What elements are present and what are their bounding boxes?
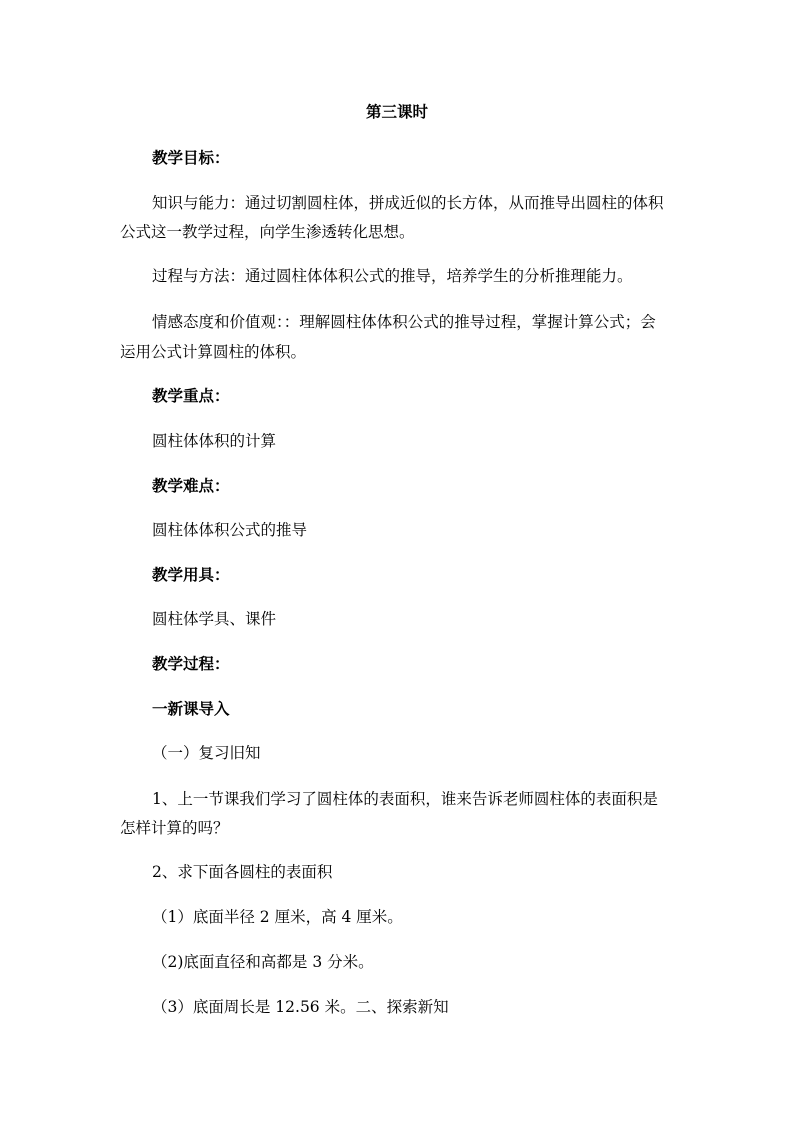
process-heading: 教学过程：	[152, 654, 230, 673]
page-title: 第三课时	[365, 102, 428, 121]
question1-line1: 1、上一节课我们学习了圆柱体的表面积，谁来告诉老师圆柱体的表面积是	[152, 790, 658, 808]
objective-attitude-line1: 情感态度和价值观：：理解圆柱体体积公式的推导过程，掌握计算公式；会	[152, 313, 656, 331]
tools-heading: 教学用具：	[152, 565, 230, 584]
item1: （1）底面半径 2 厘米，高 4 厘米。	[152, 908, 403, 926]
key-points: 圆柱体体积的计算	[152, 432, 277, 450]
subsection-one-heading: （一）复习旧知	[152, 744, 261, 762]
difficulties-heading: 教学难点：	[152, 476, 230, 495]
key-points-heading: 教学重点：	[152, 386, 230, 405]
difficulties: 圆柱体体积公式的推导	[152, 521, 308, 539]
question2: 2、求下面各圆柱的表面积	[152, 863, 333, 881]
section-one-heading: 一新课导入	[152, 699, 230, 718]
objective-attitude-line2: 运用公式计算圆柱的体积。	[120, 343, 307, 361]
item2: （2)底面直径和高都是 3 分米。	[152, 953, 374, 971]
item3: （3）底面周长是 12.56 米。二、探索新知	[152, 998, 449, 1016]
objective-knowledge-line2: 公式这一教学过程，向学生渗透转化思想。	[120, 223, 415, 241]
question1-line2: 怎样计算的吗？	[120, 819, 229, 837]
objective-knowledge-line1: 知识与能力：通过切割圆柱体，拼成近似的长方体，从而推导出圆柱的体积	[152, 194, 664, 212]
objectives-heading: 教学目标：	[152, 148, 230, 167]
tools: 圆柱体学具、课件	[152, 610, 277, 628]
objective-process: 过程与方法：通过圆柱体体积公式的推导，培养学生的分析推理能力。	[152, 267, 633, 285]
